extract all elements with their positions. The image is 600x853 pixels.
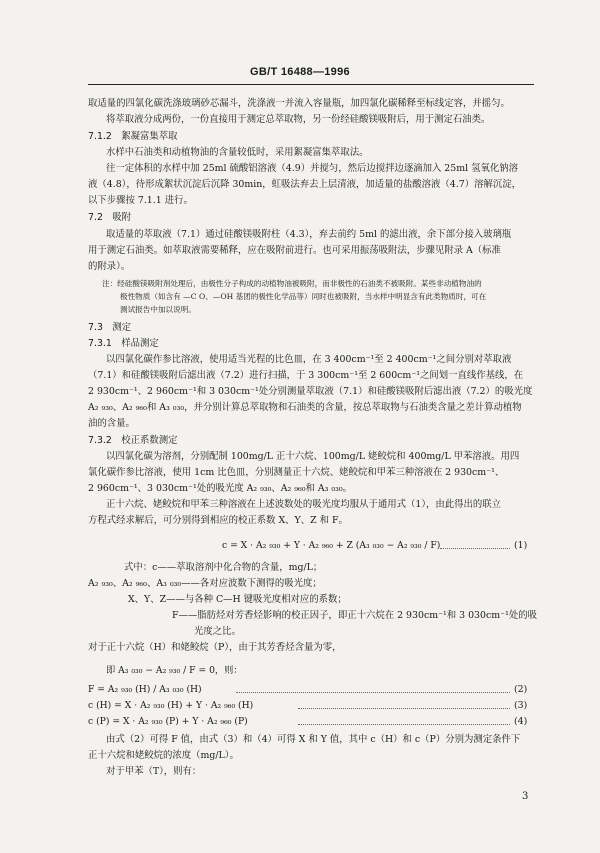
text-line: A₂ ₉₃₀、A₂ ₉₆₀、A₃ ₀₃₀——各对应波数下测得的吸光度； — [88, 578, 322, 589]
text-line: 水样中石油类和动植物油的含量较低时，采用絮凝富集萃取法。 — [106, 147, 369, 158]
text-line: 2 960cm⁻¹、3 030cm⁻¹处的吸光度 A₂ ₉₃₀、A₂ ₉₆₀和 A₃ ₀₃₀。 — [88, 483, 353, 494]
text-line: 往一定体积的水样中加 25ml 硫酸铝溶液（4.9）并搅匀，然后边搅拌边逐滴加入 25ml 氢氧化钠溶 — [106, 163, 518, 174]
text-line: 液（4.8），待形成絮状沉淀后沉降 30min，虹吸法弃去上层清液，加适量的盐酸溶液（4.7）溶解沉淀， — [88, 179, 521, 190]
leader-dots — [236, 692, 510, 693]
text-line: 光度之比。 — [194, 626, 241, 637]
text-line: 以四氯化碳作参比溶液，使用适当光程的比色皿，在 3 400cm⁻¹至 2 400cm⁻¹之间分别对萃取液 — [106, 354, 512, 365]
equation-4: c (P) = X · A₂ ₉₃₀ (P) + Y · A₂ ₉₆₀ (P) — [88, 716, 248, 727]
section-heading: 7.3 测定 — [88, 322, 132, 333]
zero-condition: 即 A₃ ₀₃₀ − A₂ ₉₃₀ / F = 0，则： — [106, 665, 243, 676]
text-line: A₂ ₉₃₀、A₂ ₉₆₀和 A₃ ₀₃₀，并分别计算总萃取物和石油类的含量，按总萃取物与石油类含量之差计算动植物 — [88, 402, 522, 413]
note-line: 测试报告中加以说明。 — [120, 305, 196, 314]
standard-code-header: GB/T 16488—1996 — [250, 66, 350, 78]
text-line: 正十六烷和姥鲛烷的浓度（mg/L）。 — [88, 750, 239, 761]
text-line: 2 930cm⁻¹、2 960cm⁻¹和 3 030cm⁻¹处分别测量萃取液（7.1）和硅酸镁吸附后滤出液（7.2）的吸光度 — [88, 386, 533, 397]
section-heading: 7.1.2 絮凝富集萃取 — [88, 131, 178, 142]
text-line: 方程式经求解后，可分别得到相应的校正系数 X、Y、Z 和 F。 — [88, 515, 348, 526]
equation-number: (2) — [514, 684, 528, 695]
leader-dots — [298, 708, 510, 709]
equation-number: (1) — [514, 540, 528, 551]
equation-number: (3) — [514, 700, 528, 711]
text-line: 将萃取液分成两份，一份直接用于测定总萃取物，另一份经硅酸镁吸附后，用于测定石油类。 — [106, 114, 491, 125]
text-line: F——脂肪烃对芳香烃影响的校正因子，即正十六烷在 2 930cm⁻¹和 3 030cm⁻¹处的吸 — [172, 610, 537, 621]
text-line: 以下步骤按 7.1.1 进行。 — [88, 195, 193, 206]
equation-3: c (H) = X · A₂ ₉₃₀ (H) + Y · A₂ ₉₆₀ (H) — [88, 700, 254, 711]
text-line: 由式（2）可得 F 值，由式（3）和（4）可得 X 和 Y 值，其中 c（H）和 c（P）分别为测定条件下 — [106, 734, 521, 745]
section-heading: 7.2 吸附 — [88, 212, 132, 223]
page-number: 3 — [522, 791, 529, 802]
leader-dots — [440, 548, 510, 549]
text-line: 取适量的四氯化碳洗涤玻璃砂芯漏斗，洗涤液一并流入容量瓶，加四氯化碳稀释至标线定容，并摇匀。 — [88, 98, 510, 109]
section-heading: 7.3.2 校正系数测定 — [88, 435, 178, 446]
text-line: 用于测定石油类。如萃取液需要稀释，应在吸附前进行。也可采用振荡吸附法，步骤见附录 A（标准 — [88, 245, 501, 256]
note-line: 极性物质（如含有 —C O、—OH 基团的极性化学品等）同时也被吸附，当水样中明显含有此类物质时，可在 — [120, 292, 487, 301]
equation-number: (4) — [514, 716, 528, 727]
text-line: X、Y、Z——与各种 C—H 键吸光度相对应的系数； — [128, 594, 347, 605]
text-line: 对于甲苯（T），则有： — [106, 766, 202, 777]
equation-2: F = A₂ ₉₃₀ (H) / A₃ ₀₃₀ (H) — [88, 684, 202, 695]
text-line: （7.1）和硅酸镁吸附后滤出液（7.2）进行扫描，于 3 300cm⁻¹至 2 600cm⁻¹之间划一直线作基线，在 — [88, 370, 524, 381]
text-line: 正十六烷、姥鲛烷和甲苯三种溶液在上述波数处的吸光度均服从于通用式（1），由此得出的联立 — [106, 499, 502, 510]
leader-dots — [298, 724, 510, 725]
text-line: 的附录）。 — [88, 261, 131, 272]
text-line: 氯化碳作参比溶液，使用 1cm 比色皿，分别测量正十六烷、姥鲛烷和甲苯三种溶液在 2 930cm⁻¹、 — [88, 467, 505, 478]
header-rule — [88, 84, 534, 85]
text-line: 对于正十六烷（H）和姥鲛烷（P），由于其芳香烃含量为零， — [88, 642, 342, 653]
text-line: 取适量的萃取液（7.1）通过硅酸镁吸附柱（4.3），弃去前约 5ml 的滤出液，余下部分接入玻璃瓶 — [106, 229, 512, 240]
equation-1: c = X · A₂ ₉₃₀ + Y · A₂ ₉₆₀ + Z (A₃ ₀₃₀ − A₂ ₉₃₀ / F) — [222, 540, 441, 551]
text-line: 以四氯化碳为溶剂，分别配制 100mg/L 正十六烷、100mg/L 姥鲛烷和 400mg/L 甲苯溶液。用四 — [106, 451, 520, 462]
section-heading: 7.3.1 样品测定 — [88, 338, 159, 349]
text-line: 式中：c——萃取溶剂中化合物的含量，mg/L； — [124, 562, 323, 573]
note-line: 注：经硅酸镁吸附剂处理后，由极性分子构成的动植物油被吸附，而非极性的石油类不被吸附。某些非动植物油的 — [102, 279, 482, 288]
text-line: 油的含量。 — [88, 418, 135, 429]
